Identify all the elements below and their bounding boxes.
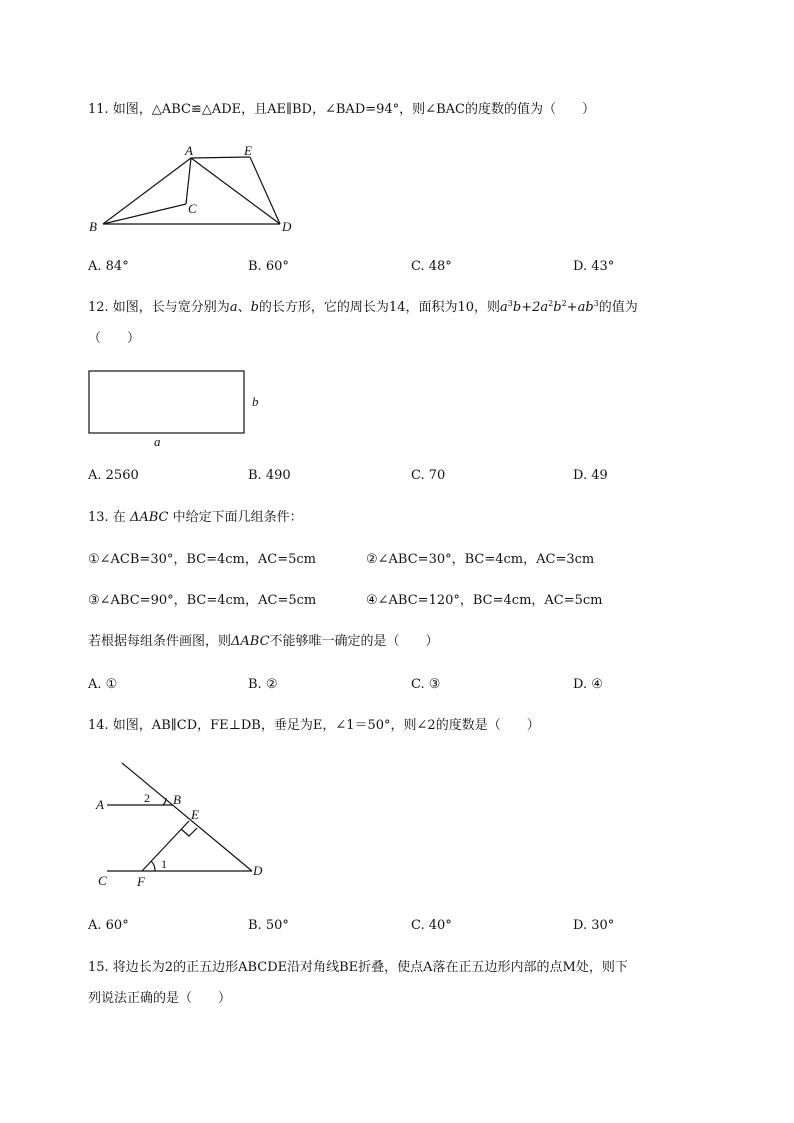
q14-option-a[interactable]: A. 60° (88, 918, 129, 933)
q12-expr-e4: 3 (593, 299, 599, 308)
q13-question (88, 633, 439, 651)
q11-seg-ad (191, 158, 280, 224)
q13-condition-3: ③∠ABC=90°，BC=4cm，AC=5cm (88, 593, 317, 608)
q13-option-d[interactable]: D. ④ (573, 677, 603, 692)
q12-expr-t2: b+2 (512, 300, 541, 315)
q13-stem (88, 509, 303, 527)
q11-seg-ae (191, 157, 250, 158)
q11-label-c: C (188, 201, 197, 216)
q12-figure (80, 362, 280, 452)
q14-option-c[interactable]: C. 40° (411, 918, 452, 933)
q12-expr-t1: a (500, 300, 508, 315)
q12-stem (88, 299, 638, 317)
q13-condition-2: ②∠ABC=30°，BC=4cm，AC=3cm (366, 552, 595, 567)
q12-stem-mid: 的长方形，它的周长为14，面积为10，则 (258, 300, 501, 315)
q12-option-a[interactable]: A. 2560 (88, 468, 139, 483)
q13-stem-post: 中给定下面几组条件： (172, 510, 303, 525)
q11-seg-ba (103, 158, 191, 224)
q12-expr-t3: a (540, 300, 549, 315)
q12-expr-t4: b (553, 300, 562, 315)
q12-rectangle (89, 371, 244, 433)
q13-condition-1: ①∠ACB=30°，BC=4cm，AC=5cm (88, 552, 316, 567)
q12-var-b: b (250, 300, 259, 315)
q12-expr-e1: 3 (507, 299, 513, 308)
q12-expr-e3: 2 (561, 299, 567, 308)
q12-expr-t6: ab (577, 300, 594, 315)
q14-angle2-label: 2 (144, 791, 150, 805)
q12-option-d[interactable]: D. 49 (573, 468, 608, 483)
q12-stem-post: 的值为 (598, 300, 638, 315)
q13-option-c[interactable]: C. ③ (411, 677, 441, 692)
q15-stem-line2: 列说法正确的是（ ） (88, 991, 232, 1006)
q13-stem-pre: 13. 在 (88, 510, 126, 525)
q14-label-c: C (98, 873, 107, 888)
q12-var-a: a (229, 300, 238, 315)
q12-label-a: a (154, 434, 161, 449)
q14-label-d: D (253, 863, 263, 878)
q14-label-e: E (191, 807, 199, 822)
q14-stem: 14. 如图，AB∥CD，FE⊥DB，垂足为E，∠1＝50°，则∠2的度数是（ ） (88, 718, 540, 733)
q14-line-db (122, 763, 252, 871)
q14-figure (80, 755, 280, 895)
q15-stem-line1: 15. 将边长为2的正五边形ABCDE沿对角线BE折叠，使点A落在正五边形内部的点M处，则下 (88, 960, 628, 975)
q11-option-b[interactable]: B. 60° (248, 259, 289, 274)
q11-figure (80, 140, 310, 240)
q12-sep: 、 (237, 300, 251, 315)
q13-ask-triangle: ΔABC (231, 634, 270, 649)
q14-option-b[interactable]: B. 50° (248, 918, 289, 933)
q11-option-c[interactable]: C. 48° (411, 259, 452, 274)
q11-seg-ed (250, 157, 280, 224)
q14-angle1-label: 1 (161, 857, 167, 871)
q11-option-d[interactable]: D. 43° (573, 259, 615, 274)
q13-condition-4: ④∠ABC=120°，BC=4cm，AC=5cm (366, 593, 603, 608)
q13-triangle: ΔABC (129, 510, 169, 525)
q12-option-b[interactable]: B. 490 (248, 468, 291, 483)
q11-seg-ca (186, 158, 191, 204)
q11-label-a: A (185, 143, 193, 158)
q11-option-a[interactable]: A. 84° (88, 259, 129, 274)
q11-stem: 11. 如图，△ABC≌△ADE，且AE∥BD，∠BAD=94°，则∠BAC的度数的值为（ ） (88, 102, 595, 117)
q12-stem-line2: （ ） (88, 331, 141, 346)
q13-ask-pre: 若根据每组条件画图，则 (88, 634, 232, 649)
q11-label-d: D (282, 219, 292, 234)
q14-label-b: B (173, 792, 181, 807)
q14-right-angle-mark (181, 828, 197, 836)
q12-expr-t5: + (566, 300, 578, 315)
q12-stem-pre: 12. 如图，长与宽分别为 (88, 300, 230, 315)
q13-option-a[interactable]: A. ① (88, 677, 118, 692)
q14-option-d[interactable]: D. 30° (573, 918, 615, 933)
q12-expr-e2: 2 (548, 299, 554, 308)
q11-label-b: B (89, 219, 97, 234)
q13-option-b[interactable]: B. ② (248, 677, 278, 692)
q11-label-e: E (244, 143, 252, 158)
q12-label-b: b (252, 394, 259, 409)
q13-ask-post: 不能够唯一确定的是（ ） (269, 634, 439, 649)
q12-option-c[interactable]: C. 70 (411, 468, 446, 483)
q14-angle1-arc (151, 861, 155, 871)
q14-label-a: A (96, 797, 104, 812)
q14-label-f: F (137, 874, 145, 889)
